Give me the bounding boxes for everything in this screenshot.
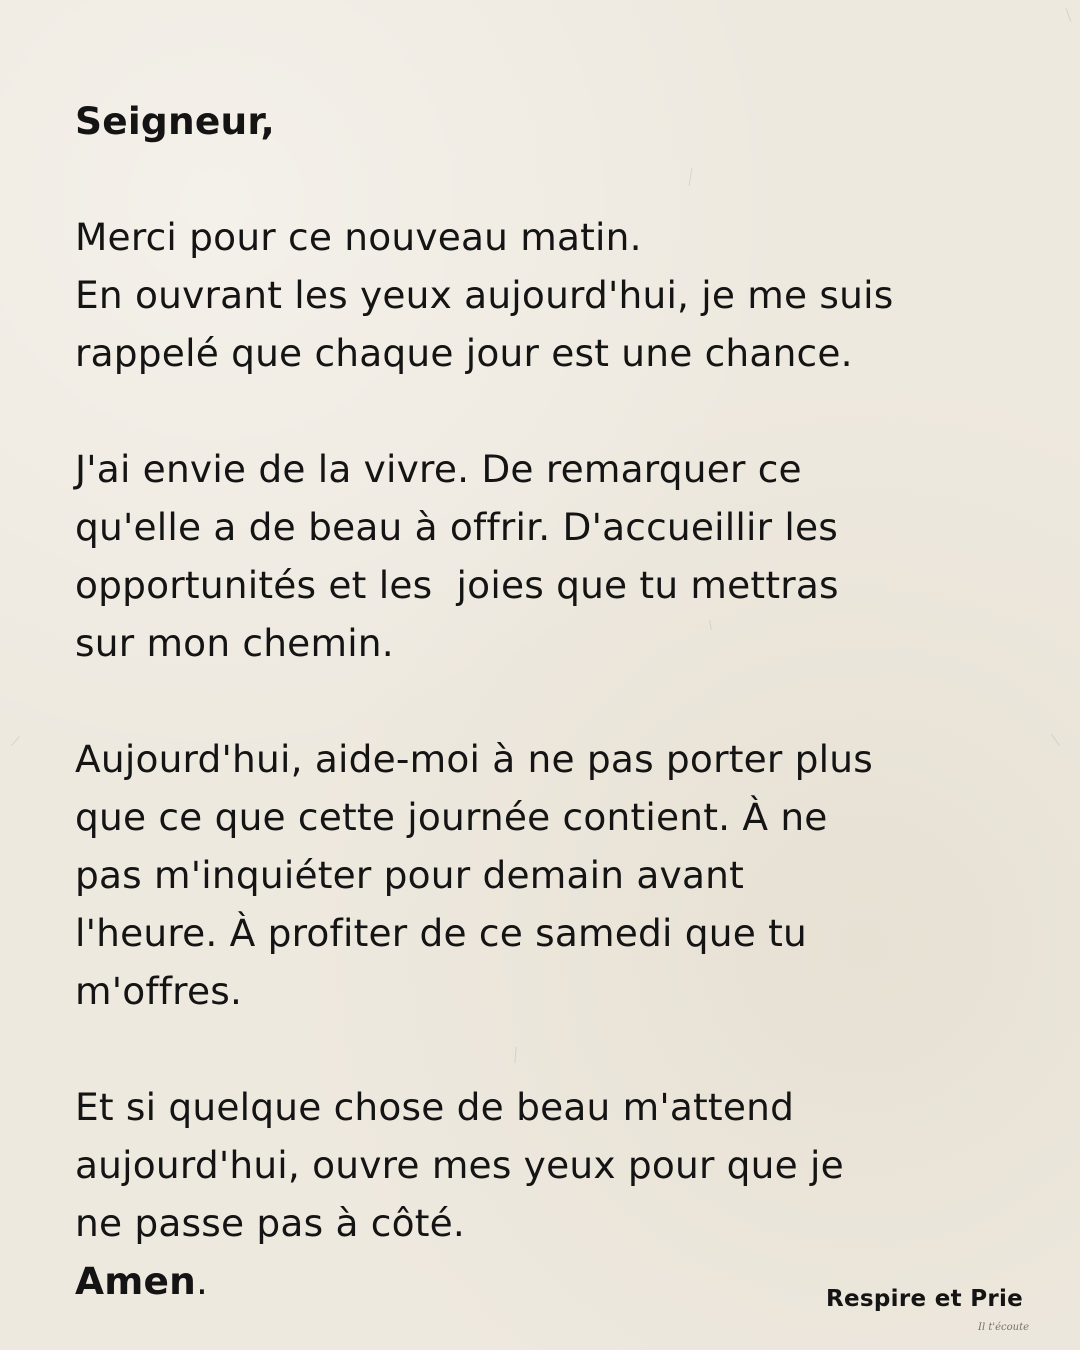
brand-name: Respire et Prie [826,1286,1024,1312]
closing-punctuation: . [196,1259,209,1303]
prayer-text [75,92,1035,1310]
text-line: l'heure. À profiter de ce samedi que tu [75,911,807,955]
paragraph-1 [75,208,1035,382]
paragraph-2 [75,440,1035,672]
text-line: aujourd'hui, ouvre mes yeux pour que je [75,1143,844,1187]
amen-word: Amen [75,1259,197,1303]
signature: Il t'écoute [978,1322,1030,1333]
text-line: J'ai envie de la vivre. De remarquer ce [75,447,802,491]
text-line: Et si quelque chose de beau m'attend [75,1085,795,1129]
paragraph-gap [75,382,1035,440]
paragraph-3 [75,730,1035,1020]
text-line: En ouvrant les yeux aujourd'hui, je me suis [75,273,894,317]
text-line: ne passe pas à côté. [75,1201,466,1245]
paragraph-gap [75,150,1035,208]
text-line: que ce que cette journée contient. À ne [75,795,828,839]
salutation: Seigneur, [75,99,275,143]
text-line: opportunités et les joies que tu mettras [75,563,839,607]
paragraph-gap [75,1020,1035,1078]
text-line: rappelé que chaque jour est une chance. [75,331,853,375]
text-line: Merci pour ce nouveau matin. [75,215,642,259]
paragraph-gap [75,672,1035,730]
text-line: m'offres. [75,969,243,1013]
paragraph-4 [75,1078,1035,1252]
text-line: Aujourd'hui, aide-moi à ne pas porter plus [75,737,873,781]
paper-fiber [1066,8,1072,21]
text-line: qu'elle a de beau à offrir. D'accueillir les [75,505,838,549]
paper-fiber [11,736,19,746]
text-line: sur mon chemin. [75,621,394,665]
paper-fiber [1051,734,1060,746]
text-line: pas m'inquiéter pour demain avant [75,853,745,897]
